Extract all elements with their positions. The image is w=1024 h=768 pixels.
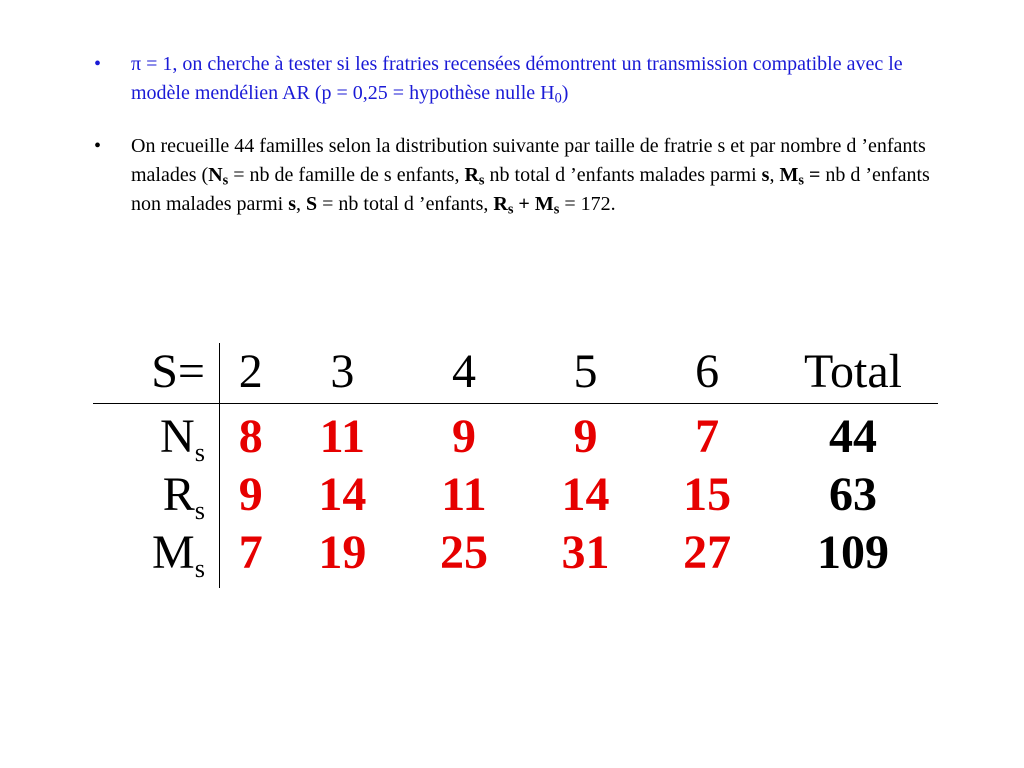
table-cell: 25 [439,526,488,579]
total-s-symbol: S [305,193,318,215]
ns-symbol: $N_s$ [208,164,229,189]
table-cell: 11 [441,468,487,521]
bullet-list [94,50,934,219]
hypothesis-subscript: 0 [554,90,562,107]
s-symbol: s [761,164,770,186]
distribution-table [93,343,938,588]
column-header: 6 [646,343,768,404]
header-label: S= [93,343,220,404]
hypothesis-text-end: ) [561,82,569,104]
table-row-ns [93,404,938,467]
table-cell: 9 [573,410,598,463]
table-cell: 9 [238,468,263,521]
bullet-item-hypothesis [94,50,934,108]
table-cell: 19 [318,526,367,579]
table-cell: 14 [561,468,610,521]
table-cell-total: 109 [817,526,889,579]
description-text: , [769,164,780,186]
table-cell: 7 [695,410,720,463]
rs-symbol: $R_s$ [464,164,485,189]
table-cell: 15 [683,468,732,521]
description-text: = nb total d ’enfants, [317,193,494,215]
table-cell: 11 [319,410,366,463]
row-label: $M_s$ [93,524,220,588]
description-text: , [295,193,306,215]
table-cell: 9 [451,410,476,463]
table-header-row [93,343,938,404]
column-header-total: Total [768,343,938,404]
rs-plus-ms-expression: $R_s + M_s$ [493,193,560,218]
table-row-ms [93,524,938,588]
table-cell: 7 [238,526,263,579]
row-label: $R_s$ [93,466,220,524]
table-cell: 27 [683,526,732,579]
description-text: = nb de famille de s enfants, [228,164,465,186]
s-symbol: s [288,193,296,215]
column-header: 4 [403,343,525,404]
description-text: nb total d ’enfants malades parmi [484,164,762,186]
table-cell: 8 [238,410,263,463]
table-cell: 31 [561,526,610,579]
column-header: 5 [525,343,647,404]
row-label: $N_s$ [93,404,220,467]
table-cell-total: 44 [829,410,877,463]
bullet-item-data-description [94,132,934,219]
bullet-marker: • [94,135,102,157]
hypothesis-text: π = 1, on cherche à tester si les fratries recensées démontrent un transmission compatible avec le modèle mendélien AR (p = 0,25 = hypothèse nulle H [131,53,903,104]
bullet-marker: • [94,53,102,75]
ms-symbol: $M_s$ = [779,164,821,189]
table-cell: 14 [318,468,367,521]
description-text: On recueille 44 familles selon la distribution suivante par taille de fratrie s et par nombre d ’enfants malades ( [131,135,926,186]
table-row-rs [93,466,938,524]
description-text: nb d ’enfants non malades parmi [131,164,930,215]
description-text: = 172. [559,193,616,215]
column-header: 3 [282,343,404,404]
table-cell-total: 63 [829,468,877,521]
column-header: 2 [220,343,282,404]
